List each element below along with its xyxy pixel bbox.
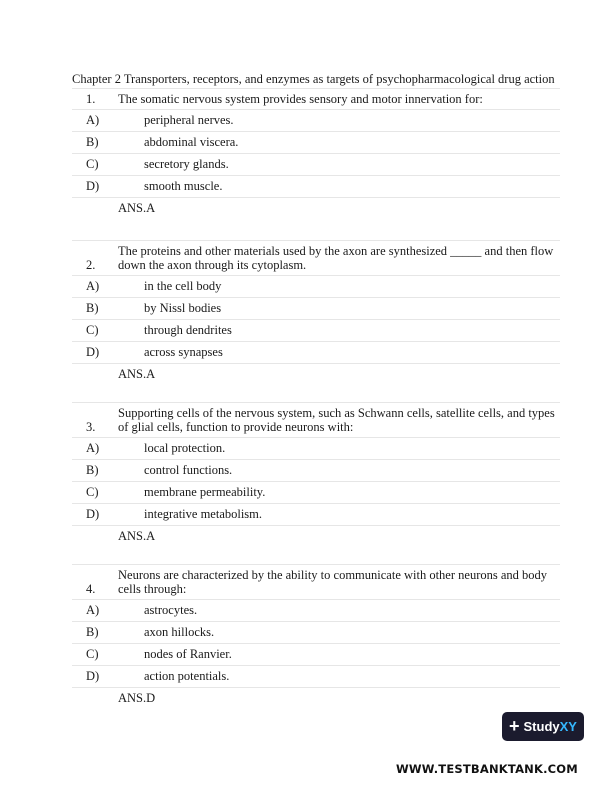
spacer — [72, 218, 560, 240]
site-url[interactable]: WWW.TESTBANKTANK.COM — [396, 762, 578, 776]
option-row — [72, 110, 560, 132]
option-text: in the cell body — [144, 279, 222, 293]
question-number: 4. — [86, 582, 96, 596]
option-row — [72, 600, 560, 622]
option-row — [72, 438, 560, 460]
answer: ANS.D — [118, 691, 156, 705]
brand-main: Study — [523, 719, 560, 734]
question-number: 2. — [86, 258, 96, 272]
option-letter: C) — [86, 157, 99, 171]
option-text: through dendrites — [144, 323, 232, 337]
option-text: membrane permeability. — [144, 485, 266, 499]
option-row — [72, 644, 560, 666]
option-text: nodes of Ranvier. — [144, 647, 232, 661]
studyxy-badge[interactable] — [502, 712, 584, 741]
question-text: Neurons are characterized by the ability to communicate with other neurons and body cells through: — [118, 568, 548, 596]
answer: ANS.A — [118, 367, 156, 381]
question-2 — [72, 240, 560, 384]
brand-accent: XY — [559, 719, 577, 734]
option-text: across synapses — [144, 345, 223, 359]
question-text: The somatic nervous system provides sensory and motor innervation for: — [118, 92, 483, 106]
option-letter: D) — [86, 507, 100, 521]
option-text: astrocytes. — [144, 603, 198, 617]
answer: ANS.A — [118, 529, 156, 543]
spacer — [72, 384, 560, 402]
question-number: 3. — [86, 420, 96, 434]
question-row — [72, 564, 560, 600]
option-letter: A) — [86, 441, 100, 455]
option-text: secretory glands. — [144, 157, 229, 171]
spacer — [72, 546, 560, 564]
option-text: integrative metabolism. — [144, 507, 263, 521]
question-text: The proteins and other materials used by the axon are synthesized _____ and then flow down the axon through its cytoplasm. — [118, 244, 554, 272]
option-row — [72, 320, 560, 342]
option-text: peripheral nerves. — [144, 113, 234, 127]
option-letter: B) — [86, 301, 99, 315]
option-text: control functions. — [144, 463, 233, 477]
document — [72, 72, 560, 708]
option-row — [72, 482, 560, 504]
plus-icon: + — [509, 716, 520, 736]
chapter-title: Chapter 2 Transporters, receptors, and enzymes as targets of psychopharmacological drug action — [72, 72, 555, 86]
option-letter: C) — [86, 323, 99, 337]
option-text: by Nissl bodies — [144, 301, 222, 315]
option-row — [72, 622, 560, 644]
option-row — [72, 298, 560, 320]
option-text: action potentials. — [144, 669, 230, 683]
option-row — [72, 342, 560, 364]
option-letter: B) — [86, 135, 99, 149]
option-row — [72, 276, 560, 298]
option-text: abdominal viscera. — [144, 135, 239, 149]
option-row — [72, 132, 560, 154]
option-letter: A) — [86, 603, 100, 617]
question-1 — [72, 88, 560, 218]
option-letter: B) — [86, 463, 99, 477]
question-3 — [72, 402, 560, 546]
option-letter: C) — [86, 485, 99, 499]
option-row — [72, 176, 560, 198]
option-row — [72, 460, 560, 482]
question-number: 1. — [86, 92, 96, 106]
question-row — [72, 240, 560, 276]
option-letter: C) — [86, 647, 99, 661]
option-text: smooth muscle. — [144, 179, 223, 193]
answer: ANS.A — [118, 201, 156, 215]
option-letter: B) — [86, 625, 99, 639]
option-letter: D) — [86, 345, 100, 359]
option-text: axon hillocks. — [144, 625, 215, 639]
option-row — [72, 504, 560, 526]
option-letter: A) — [86, 113, 100, 127]
option-letter: D) — [86, 669, 100, 683]
question-row — [72, 88, 560, 110]
question-4 — [72, 564, 560, 708]
option-row — [72, 666, 560, 688]
question-text: Supporting cells of the nervous system, such as Schwann cells, satellite cells, and types of glial cells, function to provide neurons with: — [118, 406, 555, 434]
option-row — [72, 154, 560, 176]
option-text: local protection. — [144, 441, 226, 455]
option-letter: A) — [86, 279, 100, 293]
option-letter: D) — [86, 179, 100, 193]
question-row — [72, 402, 560, 438]
